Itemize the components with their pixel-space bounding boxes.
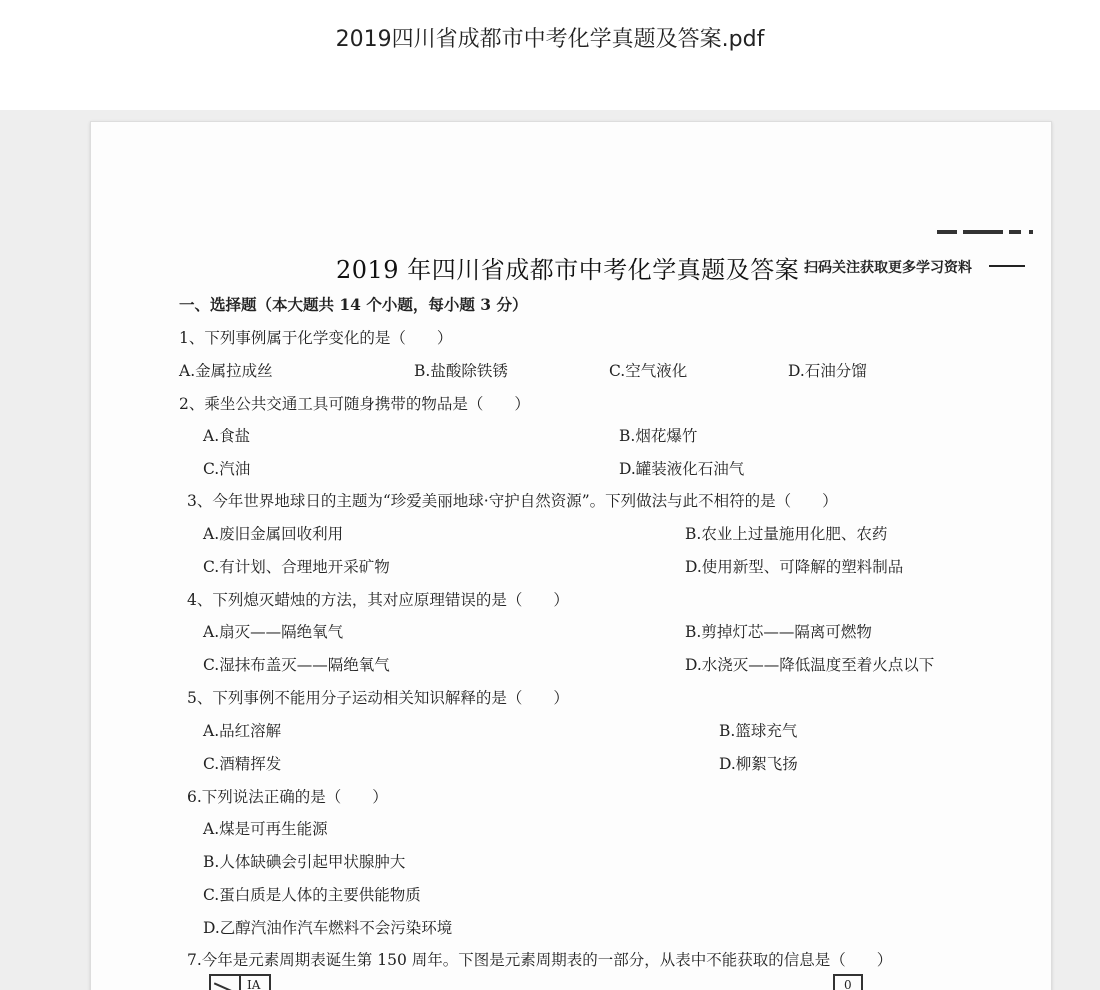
- qr-note-dash: [989, 265, 1025, 267]
- question-1-option-c: C.空气液化: [609, 362, 688, 380]
- question-4-option-b: B.剪掉灯芯——隔离可燃物: [685, 623, 872, 641]
- question-6-option-b: B.人体缺碘会引起甲状腺肿大: [203, 853, 406, 871]
- question-7-stem: 7.今年是元素周期表诞生第 150 周年。下图是元素周期表的一部分，从表中不能获取的信息是（ ）: [187, 951, 893, 969]
- document-viewer[interactable]: [0, 110, 1100, 990]
- question-4-stem: 4、下列熄灭蜡烛的方法，其对应原理错误的是（ ）: [187, 591, 569, 609]
- question-2-option-d: D.罐装液化石油气: [619, 460, 745, 478]
- question-2-option-c: C.汽油: [203, 460, 251, 478]
- question-5-option-a: A.品红溶解: [203, 722, 282, 740]
- question-4-option-a: A.扇灭——隔绝氧气: [203, 623, 344, 641]
- periodic-table-fragment-right: [833, 974, 863, 990]
- question-6-stem: 6.下列说法正确的是（ ）: [187, 788, 388, 806]
- table-cell-group-zero: 0: [844, 978, 852, 990]
- question-2-option-b: B.烟花爆竹: [619, 427, 698, 445]
- question-1-option-d: D.石油分馏: [788, 362, 867, 380]
- question-1-option-b: B.盐酸除铁锈: [414, 362, 508, 380]
- question-3-option-d: D.使用新型、可降解的塑料制品: [685, 558, 904, 576]
- question-5-option-b: B.篮球充气: [719, 722, 798, 740]
- table-cell-group-label: IA: [247, 978, 261, 990]
- question-3-option-c: C.有计划、合理地开采矿物: [203, 558, 390, 576]
- question-5-option-d: D.柳絮飞扬: [719, 755, 798, 773]
- question-6-option-a: A.煤是可再生能源: [203, 820, 328, 838]
- qr-promo-note: 扫码关注获取更多学习资料: [804, 260, 972, 276]
- question-2-stem: 2、乘坐公共交通工具可随身携带的物品是（ ）: [179, 395, 530, 413]
- question-1-stem: 1、下列事例属于化学变化的是（ ）: [179, 329, 453, 347]
- table-cell-divider: [239, 976, 241, 990]
- question-3-option-a: A.废旧金属回收利用: [203, 525, 344, 543]
- question-5-option-c: C.酒精挥发: [203, 755, 282, 773]
- question-6-option-c: C.蛋白质是人体的主要供能物质: [203, 886, 421, 904]
- question-3-stem: 3、今年世界地球日的主题为“珍爱美丽地球·守护自然资源”。下列做法与此不相符的是（ ）: [187, 492, 838, 510]
- viewer-header: [0, 0, 1100, 110]
- question-6-option-d: D.乙醇汽油作汽车燃料不会污染环境: [203, 919, 453, 937]
- question-2-option-a: A.食盐: [203, 427, 251, 445]
- question-3-option-b: B.农业上过量施用化肥、农药: [685, 525, 888, 543]
- question-5-stem: 5、下列事例不能用分子运动相关知识解释的是（ ）: [187, 689, 569, 707]
- question-4-option-d: D.水浇灭——降低温度至着火点以下: [685, 656, 935, 674]
- question-1-option-a: A.金属拉成丝: [179, 362, 273, 380]
- table-diagonal-line: [214, 982, 240, 990]
- question-4-option-c: C.湿抹布盖灭——隔绝氧气: [203, 656, 390, 674]
- page-top-mark: [937, 230, 1033, 238]
- section-heading: 一、选择题（本大题共 14 个小题，每小题 3 分）: [179, 295, 528, 314]
- pdf-page: [90, 121, 1052, 990]
- periodic-table-fragment-left: [209, 974, 271, 990]
- document-file-title: 2019四川省成都市中考化学真题及答案.pdf: [335, 27, 765, 52]
- exam-title: 2019 年四川省成都市中考化学真题及答案: [336, 256, 800, 284]
